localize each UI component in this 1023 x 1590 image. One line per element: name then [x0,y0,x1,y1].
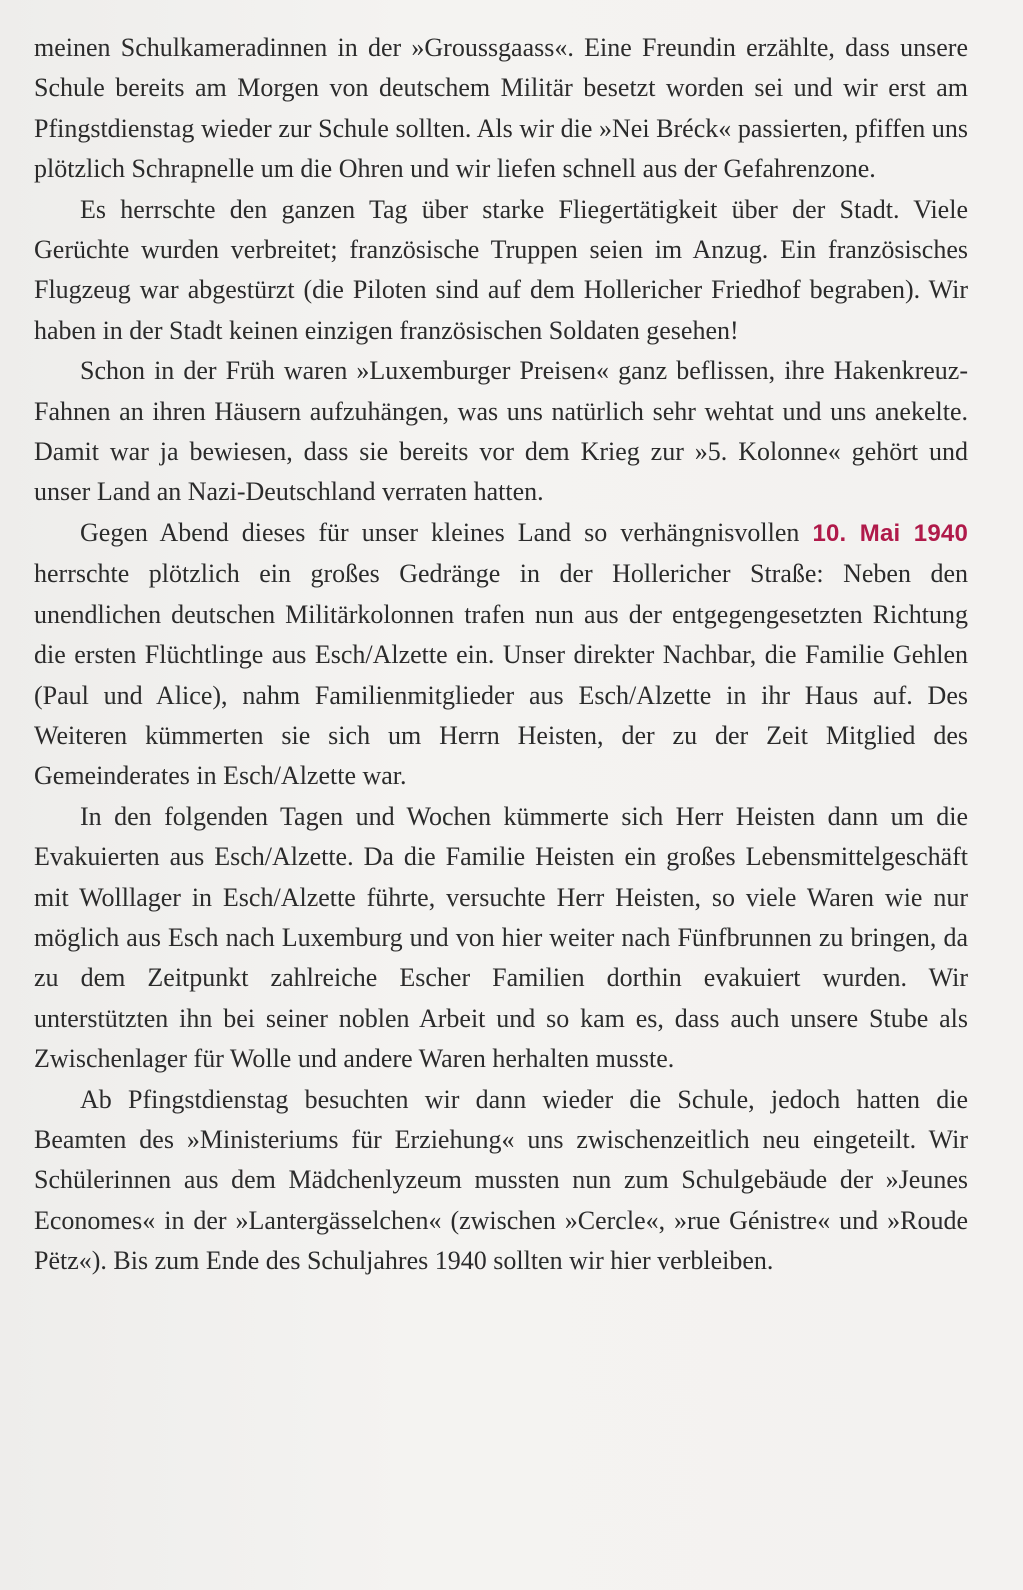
paragraph-4-rest: herrschte plötzlich ein großes Gedränge in der Hollericher Straße: Neben den unendlichen deutschen Militärkolonnen trafen nun aus der entgegengesetzten Richtung die ersten Flüchtlinge aus Esch/Alzette ein. Unser direkter Nachbar, die Familie Gehlen (Paul und Alice), nahm Familienmitglieder aus Esch/Alzette in ihr Haus auf. Des Weiteren kümmerten sie sich um Herrn Heisten, der zu der Zeit Mitglied des Gemeinderates in Esch/Alzette war. [34,559,968,791]
paragraph-3: Schon in der Früh waren »Luxemburger Preisen« ganz beflissen, ihre Hakenkreuz-Fahnen an ihren Häusern aufzuhängen, was uns natürlich sehr wehtat und uns anekelte. Damit war ja bewiesen, dass sie bereits vor dem Krieg zur »5. Kolonne« gehört und unser Land an Nazi-Deutschland verraten hatten. [34,356,968,507]
body-text [34,28,968,1282]
paragraph-5: In den folgenden Tagen und Wochen kümmerte sich Herr Heisten dann um die Evakuierten aus Esch/Alzette. Da die Familie Heisten ein großes Lebensmittelgeschäft mit Wolllager in Esch/Alzette führte, versuchte Herr Heisten, so viele Waren wie nur möglich aus Esch nach Luxemburg und von hier weiter nach Fünfbrunnen zu bringen, da zu dem Zeitpunkt zahlreiche Escher Familien dorthin evakuiert wurden. Wir unterstützten ihn bei seiner noblen Arbeit und so kam es, dass auch unsere Stube als Zwischenlager für Wolle und andere Waren herhalten musste. [34,801,968,1074]
paragraph-2: Es herrschte den ganzen Tag über starke Fliegertätigkeit über der Stadt. Viele Gerüchte wurden verbreitet; französische Truppen seien im Anzug. Ein französisches Flugzeug war abgestürzt (die Piloten sind auf dem Hollericher Friedhof begraben). Wir haben in der Stadt keinen einzigen französischen Soldaten gesehen! [34,194,968,345]
paragraph-4 [34,513,968,797]
paragraph-4-lead: Gegen Abend dieses für unser kleines Land so verhängnisvollen [80,517,813,547]
paragraph-1: meinen Schulkameradinnen in der »Groussgaass«. Eine Freundin erzählte, dass unsere Schule bereits am Morgen von deutschem Militär besetzt worden sei und wir erst am Pfingstdienstag wieder zur Schule sollten. Als wir die »Nei Bréck« passierten, pfiffen uns plötzlich Schrapnelle um die Ohren und wir liefen schnell aus der Gefahrenzone. [34,33,968,184]
date-highlight: 10. Mai 1940 [812,519,968,547]
paragraph-6: Ab Pfingstdienstag besuchten wir dann wieder die Schule, jedoch hatten die Beamten des »Ministeriums für Erziehung« uns zwischenzeitlich neu eingeteilt. Wir Schülerinnen aus dem Mädchenlyzeum mussten nun zum Schulgebäude der »Jeunes Economes« in der »Lantergässelchen« (zwischen »Cercle«, »rue Génistre« und »Roude Pëtz«). Bis zum Ende des Schuljahres 1940 sollten wir hier verbleiben. [34,1084,968,1276]
